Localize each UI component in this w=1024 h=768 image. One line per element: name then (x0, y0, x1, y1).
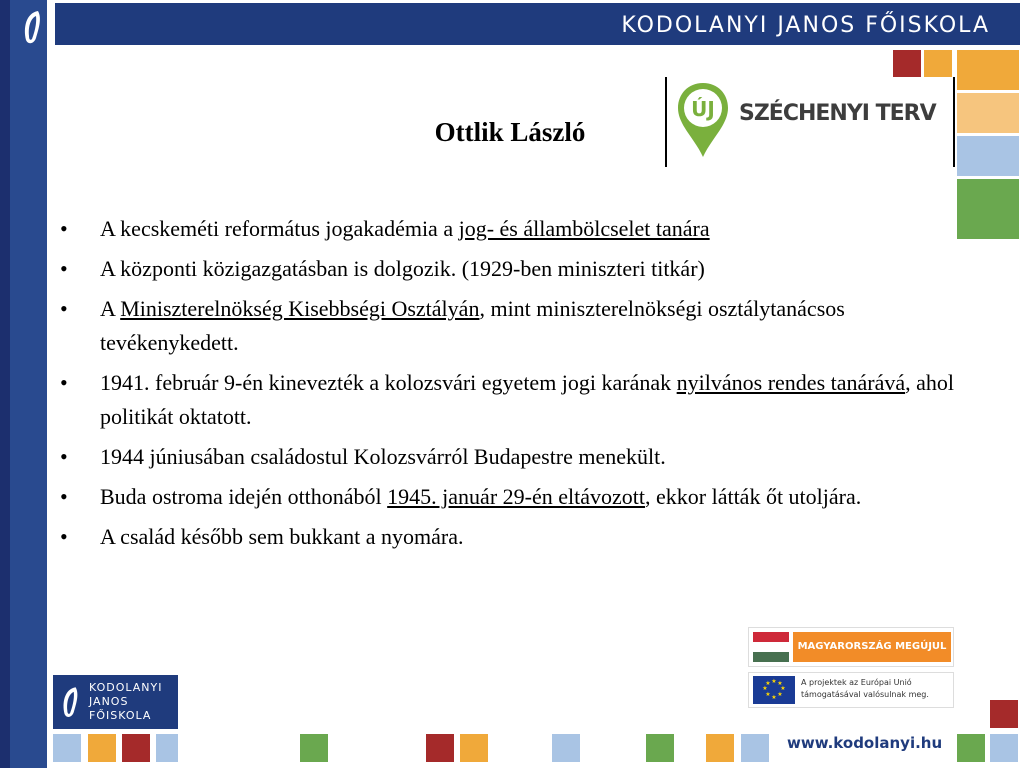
list-item (60, 212, 960, 246)
kodolanyi-logo-icon (59, 683, 83, 721)
deco-square (552, 734, 580, 762)
bullet-text: , mint miniszterelnökségi osztálytanácsos tevékenykedett. (100, 296, 845, 355)
deco-square (957, 136, 1019, 176)
pin-text: ÚJ (691, 97, 715, 121)
deco-square (706, 734, 734, 762)
deco-square (156, 734, 178, 762)
eu-support-badge (748, 672, 954, 708)
svg-text:★: ★ (771, 694, 777, 701)
hungarian-flag-icon (753, 632, 789, 662)
eu-support-text: A projektek az Európai Unió támogatásával valósulnak meg. (801, 678, 929, 699)
bullet-text: A (100, 296, 121, 321)
underlined-text: 1945. január 29-én eltávozott (387, 484, 645, 509)
map-pin-icon (675, 81, 731, 159)
deco-square (990, 700, 1018, 728)
list-item (60, 440, 960, 474)
website-url: www.kodolanyi.hu (787, 734, 943, 752)
underlined-text: jog- és állambölcselet tanára (458, 216, 710, 241)
svg-text:★: ★ (765, 691, 771, 698)
kodolanyi-logo-icon (20, 8, 46, 46)
list-item (60, 520, 960, 554)
bullet-dot-icon: • (60, 296, 68, 321)
slide-title: Ottlik László (434, 117, 586, 147)
deco-square (924, 50, 952, 78)
bullet-dot-icon: • (60, 370, 68, 395)
bullet-list (60, 212, 960, 560)
underlined-text: Miniszterelnökség Kisebbségi Osztályán (120, 296, 480, 321)
deco-square (957, 93, 1019, 133)
deco-square (957, 179, 1019, 239)
deco-square (53, 734, 81, 762)
bullet-text: A kecskeméti református jogakadémia a (100, 216, 459, 241)
deco-square (460, 734, 488, 762)
bullet-dot-icon: • (60, 484, 68, 509)
deco-square (426, 734, 454, 762)
school-logo-text: KODOLANYI JANOS FŐISKOLA (89, 681, 163, 722)
list-item (60, 292, 960, 360)
list-item (60, 252, 960, 286)
bullet-dot-icon: • (60, 524, 68, 549)
deco-square (957, 734, 985, 762)
svg-text:★: ★ (777, 691, 783, 698)
bullet-text: Buda ostroma idején otthonából (100, 484, 388, 509)
left-blue-strip-inner (10, 0, 47, 768)
deco-square (990, 734, 1018, 762)
szechenyi-terv-logo (665, 77, 955, 167)
eu-flag-icon (753, 676, 795, 704)
brand-name: KODOLANYI JANOS FŐISKOLA (621, 13, 990, 38)
deco-square (957, 50, 1019, 90)
bullet-text: 1941. február 9-én kinevezték a kolozsvári egyetem jogi karának (100, 370, 677, 395)
bullet-text: A család később sem bukkant a nyomára. (100, 524, 464, 549)
deco-square (646, 734, 674, 762)
list-item (60, 480, 960, 514)
svg-text:★: ★ (765, 680, 771, 687)
header-bar (55, 3, 1020, 45)
deco-square (300, 734, 328, 762)
bullet-dot-icon: • (60, 444, 68, 469)
deco-square (88, 734, 116, 762)
bullet-text: , ekkor látták őt utoljára. (644, 484, 862, 509)
svg-text:★: ★ (771, 678, 777, 685)
bullet-text: , ahol politikát oktatott. (100, 370, 955, 429)
mm-label: MAGYARORSZÁG MEGÚJUL (793, 632, 951, 662)
deco-square (122, 734, 150, 762)
list-item (60, 366, 960, 434)
bullet-text: 1944 júniusában családostul Kolozsvárról Budapestre menekült. (100, 444, 666, 469)
bullet-dot-icon: • (60, 256, 68, 281)
svg-text:★: ★ (780, 685, 786, 692)
deco-square (741, 734, 769, 762)
magyarorszag-megujul-badge (748, 627, 954, 667)
deco-square (893, 50, 921, 78)
svg-text:★: ★ (777, 680, 783, 687)
szechenyi-terv-text: SZÉCHENYI TERV (739, 101, 936, 126)
kodolanyi-school-logo (53, 675, 178, 729)
svg-text:★: ★ (762, 685, 768, 692)
bullet-text: A központi közigazgatásban is dolgozik. (1929-ben miniszteri titkár) (100, 256, 705, 281)
underlined-text: nyilvános rendes tanárává (676, 370, 906, 395)
bullet-dot-icon: • (60, 216, 68, 241)
